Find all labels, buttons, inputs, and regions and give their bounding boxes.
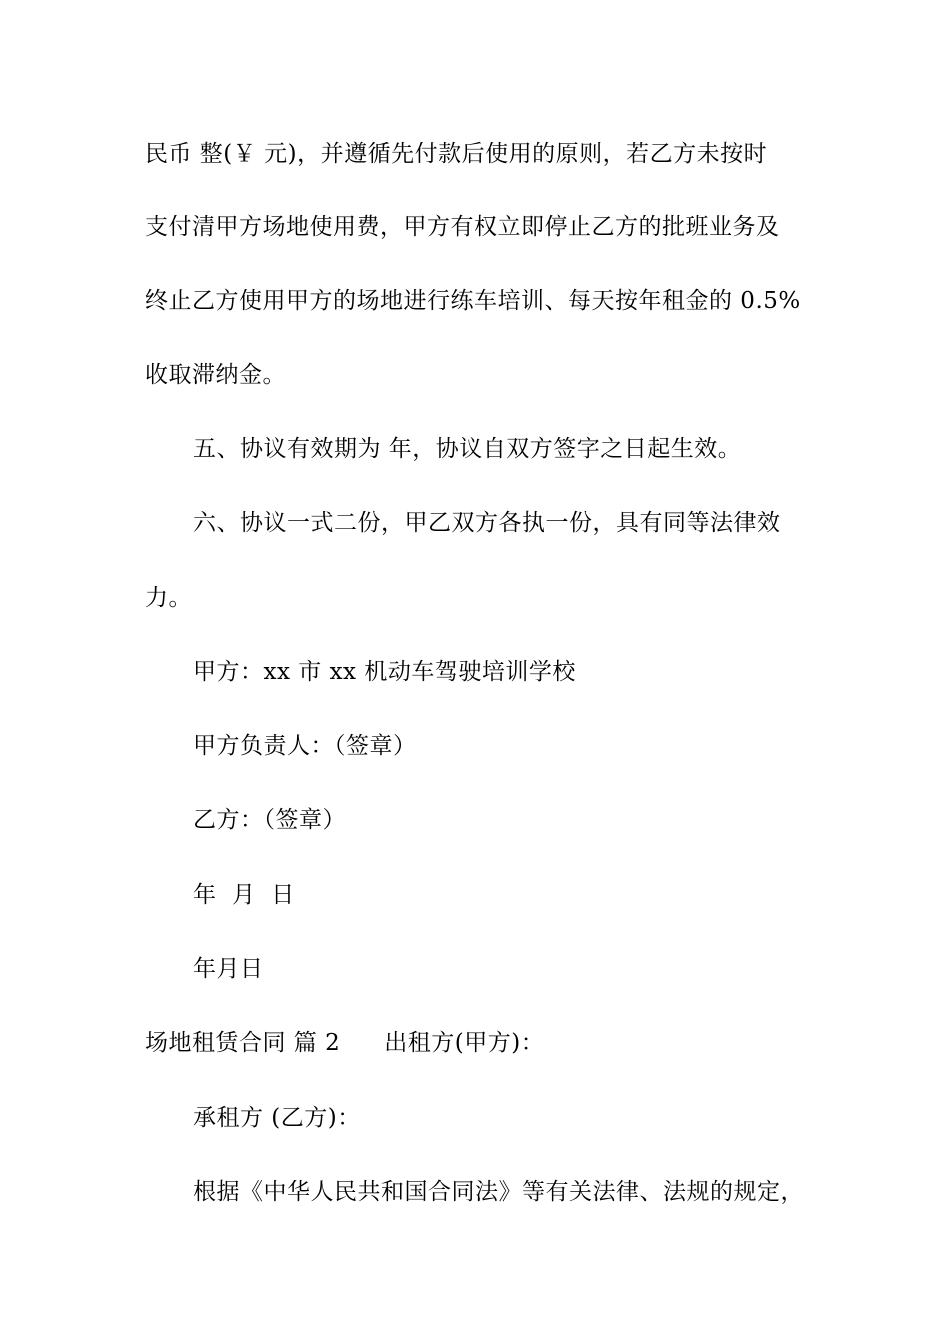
clause-five: 五、协议有效期为 年，协议自双方签字之日起生效。	[193, 436, 742, 462]
date-line-1: 年 月 日	[193, 882, 295, 908]
paragraph-line-1: 民币 整(￥ 元)，并遵循先付款后使用的原则，若乙方未按时	[145, 141, 768, 167]
section-heading-line	[145, 1027, 544, 1059]
clause-six: 六、协议一式二份，甲乙双方各执一份，具有同等法律效	[193, 510, 781, 536]
party-a: 甲方：xx 市 xx 机动车驾驶培训学校	[193, 659, 576, 685]
paragraph-line-3: 终止乙方使用甲方的场地进行练车培训、每天按年租金的 0.5%	[145, 288, 801, 314]
clause-six-continued: 力。	[145, 585, 192, 611]
paragraph-legal-basis: 根据《中华人民共和国合同法》等有关法律、法规的规定，	[193, 1179, 804, 1205]
party-a-representative: 甲方负责人：（签章）	[193, 733, 417, 759]
section-title: 场地租赁合同 篇 2	[145, 1030, 341, 1056]
party-b: 乙方：（签章）	[193, 807, 346, 833]
lessee-label: 承租方 (乙方)：	[193, 1105, 361, 1131]
paragraph-line-2: 支付清甲方场地使用费，甲方有权立即停止乙方的批班业务及	[145, 214, 780, 240]
paragraph-line-4: 收取滞纳金。	[145, 362, 286, 388]
date-line-2: 年月日	[193, 956, 264, 982]
lessor-label: 出租方(甲方)：	[384, 1030, 545, 1056]
